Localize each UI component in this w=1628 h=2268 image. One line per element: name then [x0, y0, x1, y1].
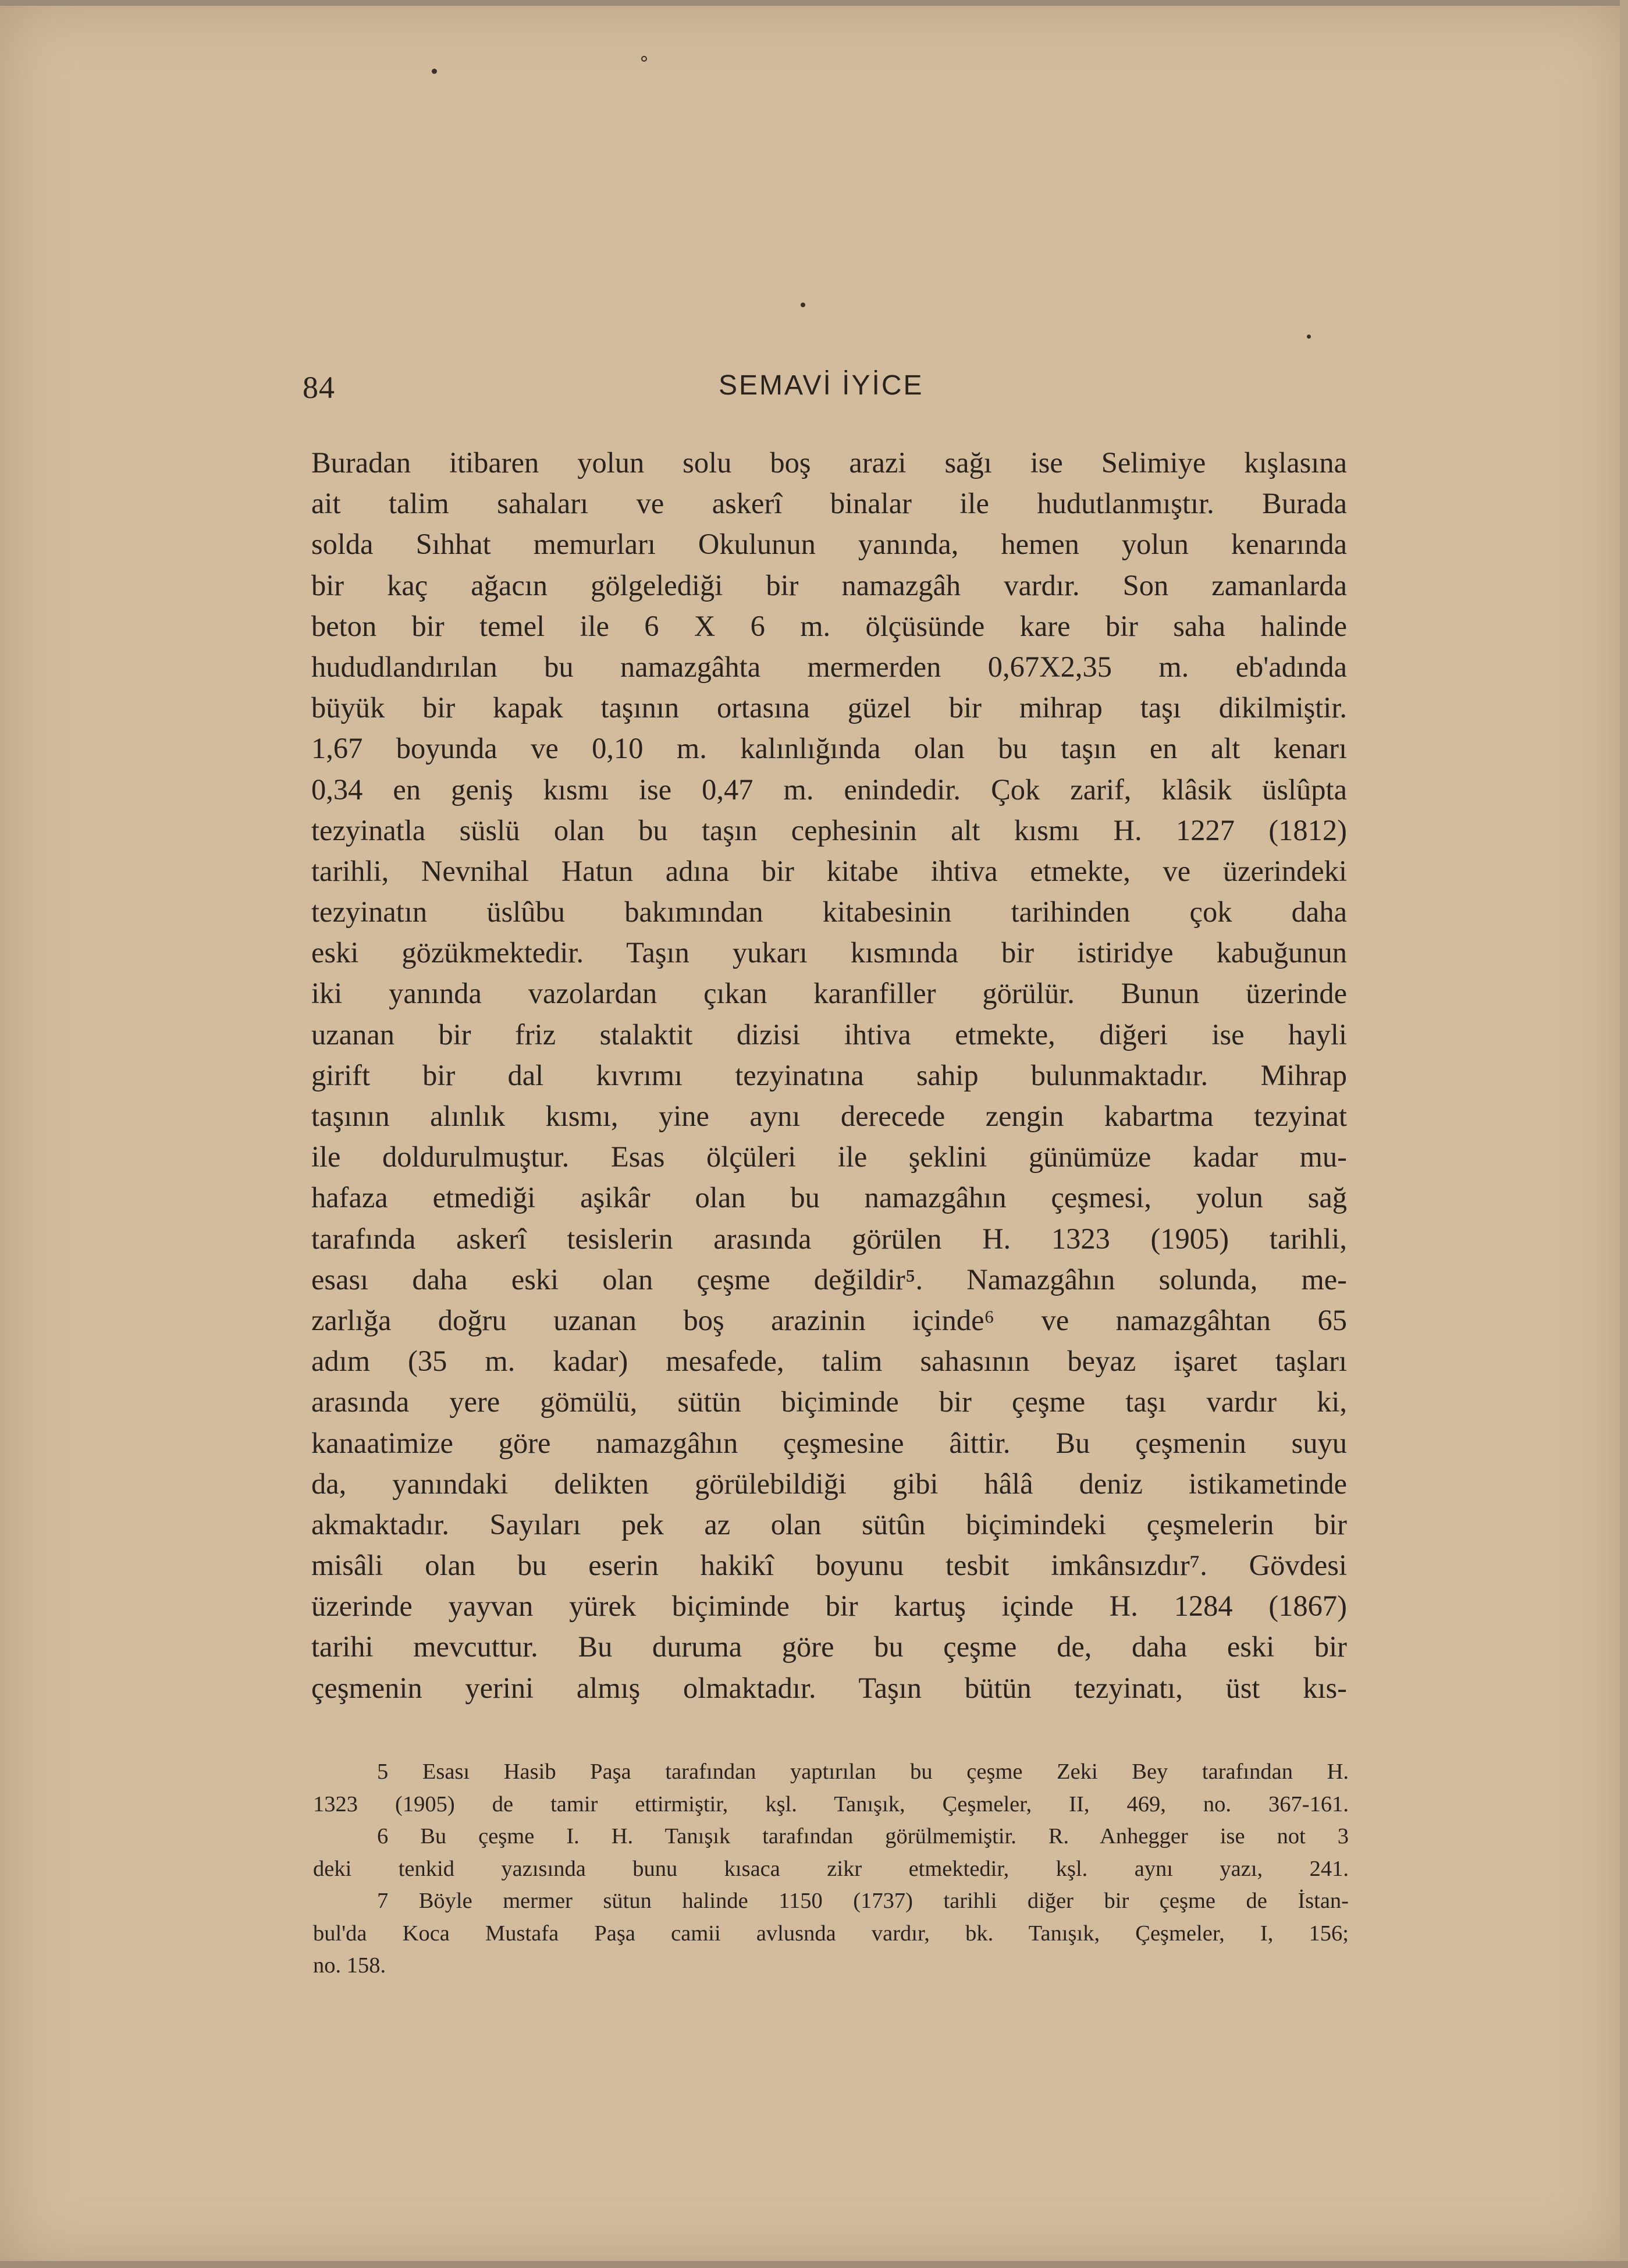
body-line: tarafında askerî tesislerin arasında görülen H. 1323 (1905) tarihli, [311, 1222, 1347, 1255]
body-line: hududlandırılan bu namazgâhta mermerden 0,67X2,35 m. eb'adında [311, 650, 1347, 683]
footnote-7-end: no. 158. [313, 1953, 386, 1978]
body-line: esası daha eski olan çeşme değildir⁵. Namazgâhın solunda, me- [311, 1263, 1347, 1296]
body-line: tarihi mevcuttur. Bu duruma göre bu çeşme de, daha eski bir [311, 1630, 1347, 1663]
body-line: kanaatimize göre namazgâhın çeşmesine âittir. Bu çeşmenin suyu [311, 1426, 1347, 1459]
footnote-6-cont: deki tenkid yazısında bunu kısaca zikr etmektedir, kşl. aynı yazı, 241. [313, 1856, 1349, 1881]
body-line: büyük bir kapak taşının ortasına güzel bir mihrap taşı dikilmiştir. [311, 691, 1347, 724]
page-number: 84 [303, 370, 335, 405]
body-line: çeşmenin yerini almış olmaktadır. Taşın bütün tezyinatı, üst kıs- [311, 1671, 1347, 1704]
body-line: iki yanında vazolardan çıkan karanfiller görülür. Bunun üzerinde [311, 977, 1347, 1010]
ink-speck [1307, 335, 1311, 339]
body-line: tezyinatın üslûbu bakımından kitabesinin tarihinden çok daha [311, 895, 1347, 929]
footnote-7-cont: bul'da Koca Mustafa Paşa camii avlusnda vardır, bk. Tanışık, Çeşmeler, I, 156; [313, 1921, 1349, 1946]
body-line: üzerinde yayvan yürek biçiminde bir kartuş içinde H. 1284 (1867) [311, 1590, 1347, 1623]
body-line: beton bir temel ile 6 X 6 m. ölçüsünde kare bir saha halinde [311, 609, 1347, 642]
page-top-edge [0, 0, 1628, 6]
body-line: eski gözükmektedir. Taşın yukarı kısmında bir istiridye kabuğunun [311, 936, 1347, 969]
body-line: 0,34 en geniş kısmı ise 0,47 m. enindedir. Çok zarif, klâsik üslûpta [311, 773, 1347, 806]
page-header [303, 369, 1338, 410]
ink-speck [801, 303, 805, 307]
body-line: akmaktadır. Sayıları pek az olan sütûn biçimindeki çeşmelerin bir [311, 1508, 1347, 1541]
footnote-5: 5 Esası Hasib Paşa tarafından yaptırılan bu çeşme Zeki Bey tarafından H. [377, 1759, 1349, 1784]
body-line: adım (35 m. kadar) mesafede, talim sahasının beyaz işaret taşları [311, 1345, 1347, 1378]
body-line: misâli olan bu eserin hakikî boyunu tesbit imkânsızdır⁷. Gövdesi [311, 1549, 1347, 1582]
page-bottom-edge [0, 2261, 1628, 2268]
page-right-edge [1620, 0, 1628, 2268]
body-line: girift bir dal kıvrımı tezyinatına sahip bulunmaktadır. Mihrap [311, 1058, 1347, 1092]
footnotes [313, 1756, 1349, 1982]
body-line: tezyinatla süslü olan bu taşın cephesinin alt kısmı H. 1227 (1812) [311, 813, 1347, 847]
body-line: da, yanındaki delikten görülebildiği gibi hâlâ deniz istikametinde [311, 1467, 1347, 1500]
body-line: arasında yere gömülü, sütün biçiminde bir çeşme taşı vardır ki, [311, 1385, 1347, 1419]
body-line: Buradan itibaren yolun solu boş arazi sağı ise Selimiye kışlasına [311, 446, 1347, 479]
running-head: SEMAVİ İYİCE [719, 370, 924, 401]
body-line: 1,67 boyunda ve 0,10 m. kalınlığında olan bu taşın en alt kenarı [311, 732, 1347, 765]
body-line: ait talim sahaları ve askerî binalar ile hudutlanmıştır. Burada [311, 487, 1347, 520]
body-line: uzanan bir friz stalaktit dizisi ihtiva etmekte, diğeri ise hayli [311, 1018, 1347, 1051]
ink-speck [432, 69, 437, 74]
footnote-6: 6 Bu çeşme I. H. Tanışık tarafından görülmemiştir. R. Anhegger ise not 3 [377, 1824, 1349, 1848]
body-line: solda Sıhhat memurları Okulunun yanında, hemen yolun kenarında [311, 528, 1347, 561]
body-line: hafaza etmediği aşikâr olan bu namazgâhın çeşmesi, yolun sağ [311, 1181, 1347, 1214]
footnote-7: 7 Böyle mermer sütun halinde 1150 (1737) tarihli diğer bir çeşme de İstan- [377, 1889, 1349, 1913]
body-line: tarihli, Nevnihal Hatun adına bir kitabe ihtiva etmekte, ve üzerindeki [311, 854, 1347, 887]
body-line: ile doldurulmuştur. Esas ölçüleri ile şeklini günümüze kadar mu- [311, 1140, 1347, 1174]
ink-speck [641, 56, 647, 62]
footnote-5-cont: 1323 (1905) de tamir ettirmiştir, kşl. Tanışık, Çeşmeler, II, 469, no. 367-161. [313, 1791, 1349, 1816]
body-line: zarlığa doğru uzanan boş arazinin içinde⁶ ve namazgâhtan 65 [311, 1303, 1347, 1336]
body-text [311, 442, 1347, 1708]
body-line: bir kaç ağacın gölgelediği bir namazgâh vardır. Son zamanlarda [311, 568, 1347, 602]
body-line: taşının alınlık kısmı, yine aynı derecede zengin kabartma tezyinat [311, 1100, 1347, 1132]
